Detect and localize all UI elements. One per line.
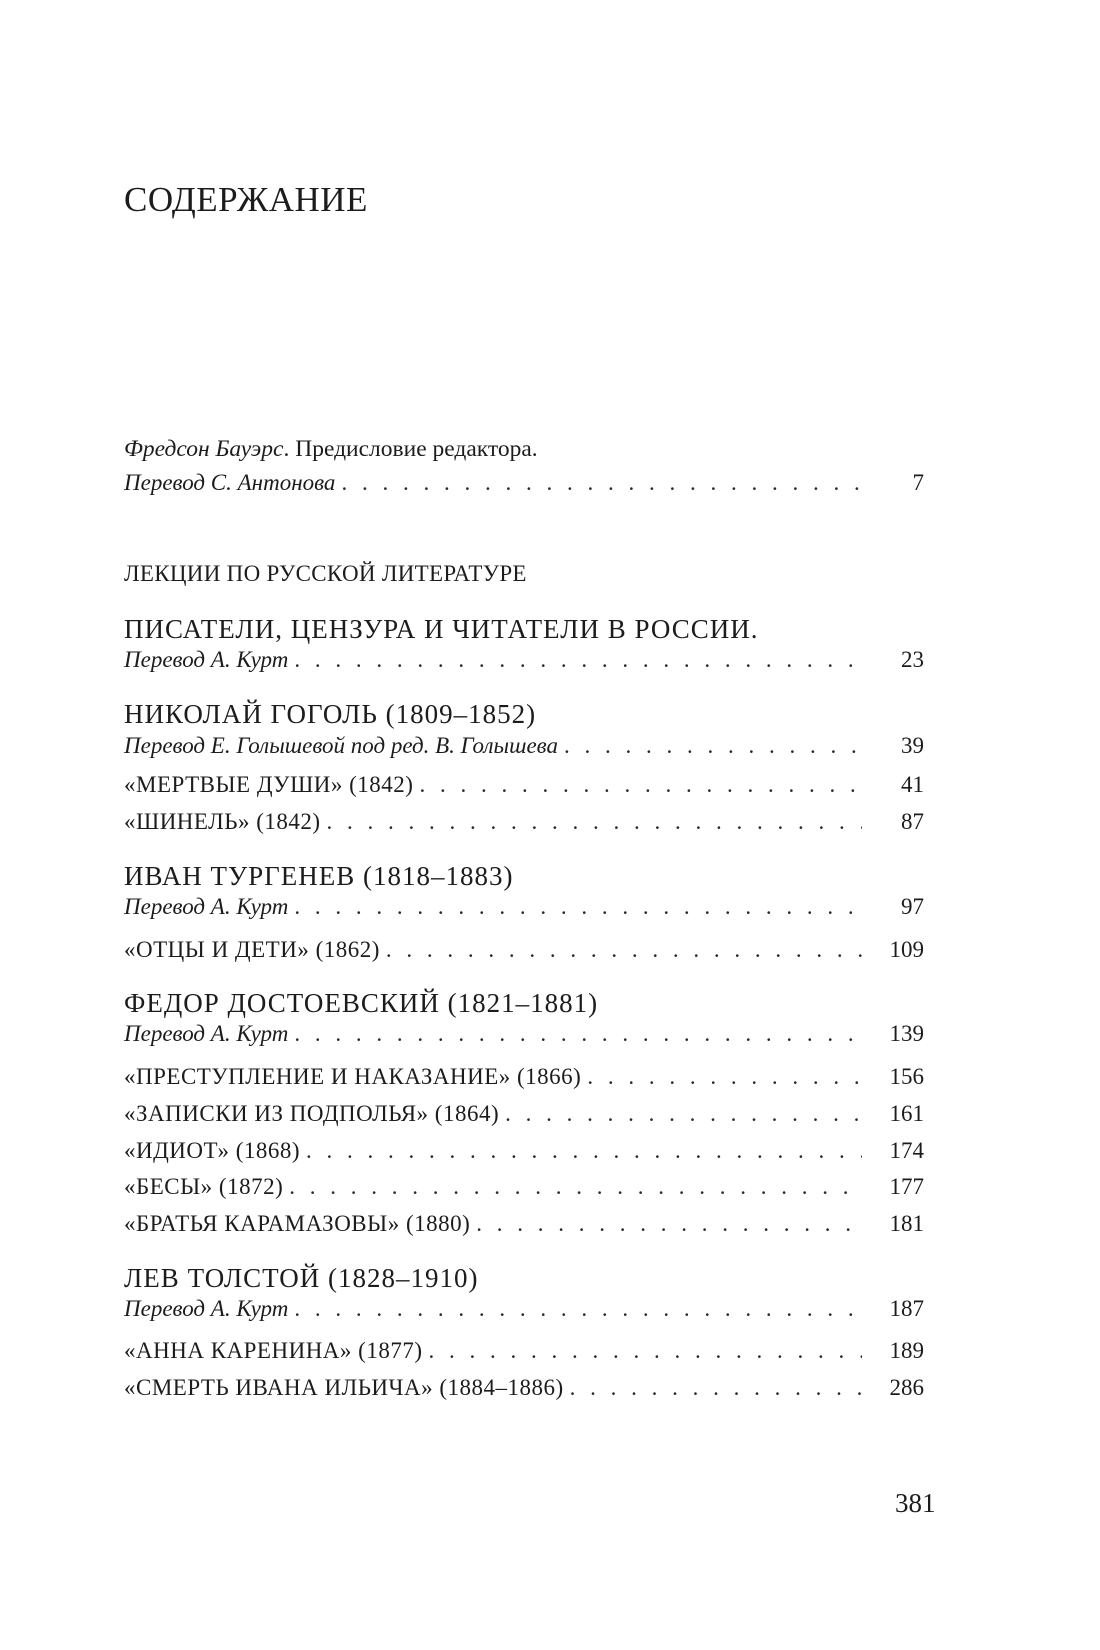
tolstoy-translator: Перевод А. Курт <box>124 1296 289 1321</box>
toc-entry-idiot[interactable] <box>124 1138 924 1164</box>
dot-leader <box>570 1375 862 1401</box>
dot-leader <box>289 1174 862 1200</box>
dot-leader <box>294 894 862 920</box>
writers-translator: Перевод А. Курт <box>124 647 289 672</box>
gogol-translator: Перевод Е. Голышевой под ред. В. Голышева <box>124 733 558 758</box>
dot-leader <box>476 1211 862 1237</box>
toc-entry-overcoat[interactable] <box>124 809 924 835</box>
toc-entry-demons[interactable] <box>124 1174 924 1200</box>
page-number: 87 <box>901 809 924 834</box>
toc-entry-dead-souls[interactable] <box>124 772 924 798</box>
dot-leader <box>587 1064 862 1090</box>
page-number: 39 <box>901 733 924 758</box>
toc-entry-writers[interactable] <box>124 647 924 673</box>
turgenev-translator: Перевод А. Курт <box>124 894 289 919</box>
page-number: 156 <box>889 1064 924 1089</box>
page-number: 181 <box>889 1211 924 1236</box>
page-number: 189 <box>889 1338 924 1363</box>
page-number: 41 <box>901 772 924 797</box>
work-title: «ОТЦЫ И ДЕТИ» (1862) <box>124 937 380 962</box>
preface-author: Фредсон Бауэрс <box>124 436 284 462</box>
toc-entry-gogol[interactable] <box>124 733 924 759</box>
work-title: «ПРЕСТУПЛЕНИЕ И НАКАЗАНИЕ» (1866) <box>124 1064 582 1089</box>
toc-entry-dostoevsky[interactable] <box>124 1021 924 1047</box>
dot-leader <box>505 1101 862 1127</box>
toc-entry-death-of-ivan-ilyich[interactable] <box>124 1375 924 1401</box>
toc-entry-brothers-karamazov[interactable] <box>124 1211 924 1237</box>
dot-leader <box>429 1338 863 1364</box>
toc-entry-turgenev[interactable] <box>124 894 924 920</box>
toc-entry-anna-karenina[interactable] <box>124 1338 924 1364</box>
toc-entry-crime-and-punishment[interactable] <box>124 1064 924 1090</box>
page-number: 109 <box>889 937 924 962</box>
page-number: 97 <box>901 894 924 919</box>
dot-leader <box>306 1138 862 1164</box>
dot-leader <box>341 470 862 496</box>
toc-heading-writers: ПИСАТЕЛИ, ЦЕНЗУРА И ЧИТАТЕЛИ В РОССИИ. <box>124 614 759 644</box>
work-title: «БРАТЬЯ КАРАМАЗОВЫ» (1880) <box>124 1211 471 1236</box>
work-title: «АННА КАРЕНИНА» (1877) <box>124 1338 423 1363</box>
dot-leader <box>294 647 862 673</box>
dot-leader <box>564 733 862 759</box>
work-title: «СМЕРТЬ ИВАНА ИЛЬИЧА» (1884–1886) <box>124 1375 564 1400</box>
toc-entry-fathers-and-sons[interactable] <box>124 937 924 963</box>
dot-leader <box>327 809 862 835</box>
dot-leader <box>419 772 862 798</box>
page-number: 161 <box>889 1101 924 1126</box>
page-number: 139 <box>889 1021 924 1046</box>
work-title: «БЕСЫ» (1872) <box>124 1174 284 1199</box>
dot-leader <box>386 937 862 963</box>
section-title: ЛЕКЦИИ ПО РУССКОЙ ЛИТЕРАТУРЕ <box>124 561 527 586</box>
preface-title-line <box>124 436 924 463</box>
work-title: «ШИНЕЛЬ» (1842) <box>124 809 321 834</box>
toc-heading-turgenev: ИВАН ТУРГЕНЕВ (1818–1883) <box>124 861 514 891</box>
dot-leader <box>294 1296 862 1322</box>
work-title: «ЗАПИСКИ ИЗ ПОДПОЛЬЯ» (1864) <box>124 1101 500 1126</box>
folio-page-number: 381 <box>895 1488 936 1518</box>
page-number: 23 <box>901 647 924 672</box>
page-title: СОДЕРЖАНИЕ <box>124 180 368 219</box>
toc-entry-preface[interactable] <box>124 470 924 496</box>
toc-entry-notes-from-underground[interactable] <box>124 1101 924 1127</box>
page-number: 177 <box>889 1174 924 1199</box>
toc-heading-dostoevsky: ФЕДОР ДОСТОЕВСКИЙ (1821–1881) <box>124 988 599 1018</box>
dot-leader <box>294 1021 862 1047</box>
toc-heading-gogol: НИКОЛАЙ ГОГОЛЬ (1809–1852) <box>124 699 537 729</box>
page-number: 7 <box>912 470 924 495</box>
dostoevsky-translator: Перевод А. Курт <box>124 1021 289 1046</box>
work-title: «ИДИОТ» (1868) <box>124 1138 301 1163</box>
toc-heading-tolstoy: ЛЕВ ТОЛСТОЙ (1828–1910) <box>124 1263 479 1293</box>
toc-entry-tolstoy[interactable] <box>124 1296 924 1322</box>
preface-translator: Перевод С. Антонова <box>124 470 336 495</box>
page-number: 187 <box>889 1296 924 1321</box>
page-number: 286 <box>889 1375 924 1400</box>
preface-title: . Предисловие редактора. <box>283 436 538 462</box>
page-number: 174 <box>889 1138 924 1163</box>
work-title: «МЕРТВЫЕ ДУШИ» (1842) <box>124 772 414 797</box>
